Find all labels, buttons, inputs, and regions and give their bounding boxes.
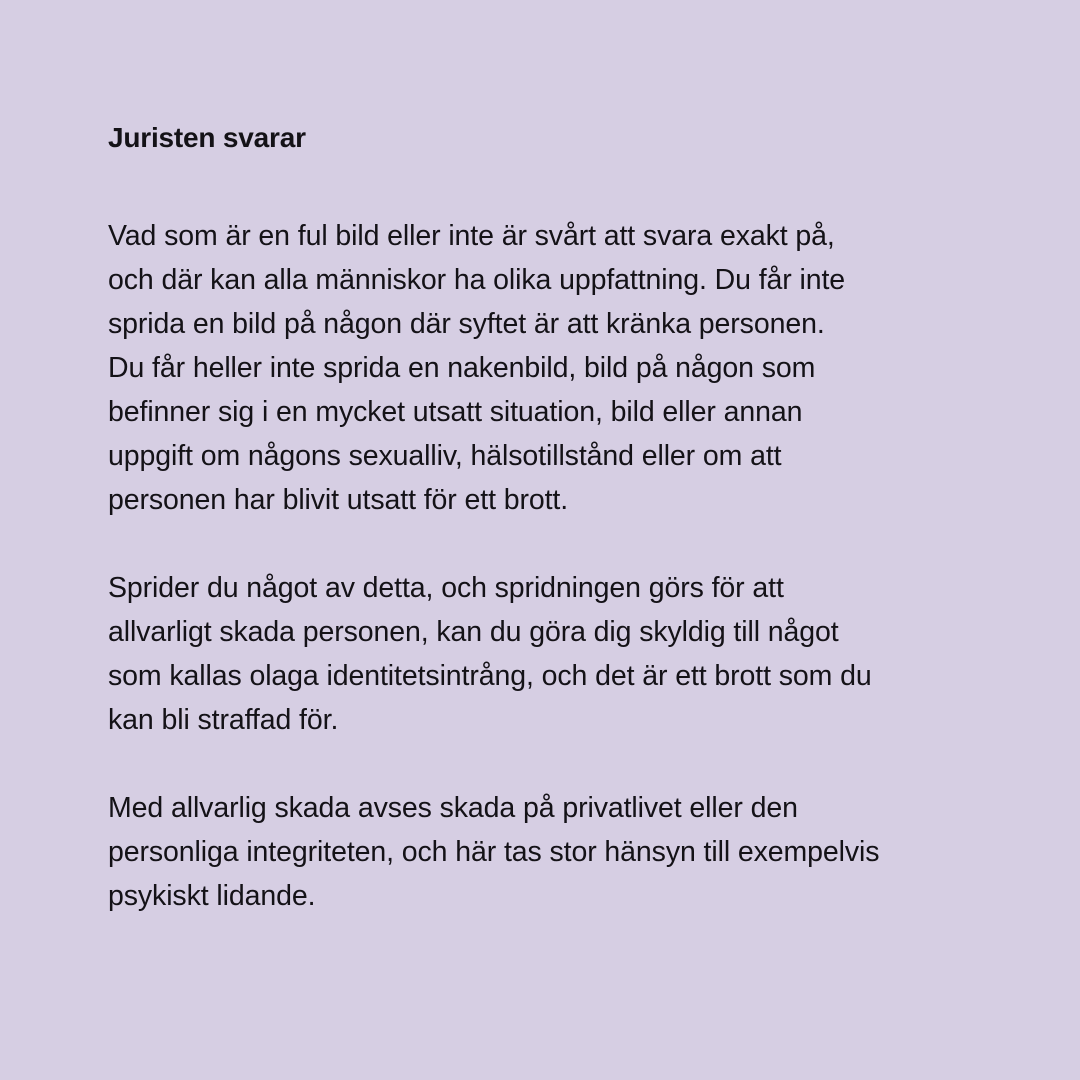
paragraph-line: psykiskt lidande. [108,880,316,912]
paragraph-1 [108,214,988,522]
paragraph-line: Med allvarlig skada avses skada på privatlivet eller den [108,792,798,824]
paragraph-3 [108,786,988,918]
paragraph-line: sprida en bild på någon där syftet är att kränka personen. [108,308,825,340]
paragraph-line: befinner sig i en mycket utsatt situation, bild eller annan [108,396,803,428]
paragraphs [108,214,988,918]
paragraph-line: personliga integriteten, och här tas stor hänsyn till exempelvis [108,836,880,868]
paragraph-line: Du får heller inte sprida en nakenbild, bild på någon som [108,352,816,384]
heading: Juristen svarar [108,122,306,153]
paragraph-line: uppgift om någons sexualliv, hälsotillstånd eller om att [108,440,782,472]
answer-card [108,116,988,918]
paragraph-line: som kallas olaga identitetsintrång, och det är ett brott som du [108,660,872,692]
paragraph-line: Vad som är en ful bild eller inte är svårt att svara exakt på, [108,220,835,252]
paragraph-line: kan bli straffad för. [108,704,339,736]
paragraph-line: personen har blivit utsatt för ett brott. [108,484,569,516]
paragraph-line: och där kan alla människor ha olika uppfattning. Du får inte [108,264,846,296]
paragraph-2 [108,566,988,742]
paragraph-line: Sprider du något av detta, och spridningen görs för att [108,572,784,604]
paragraph-line: allvarligt skada personen, kan du göra dig skyldig till något [108,616,839,648]
